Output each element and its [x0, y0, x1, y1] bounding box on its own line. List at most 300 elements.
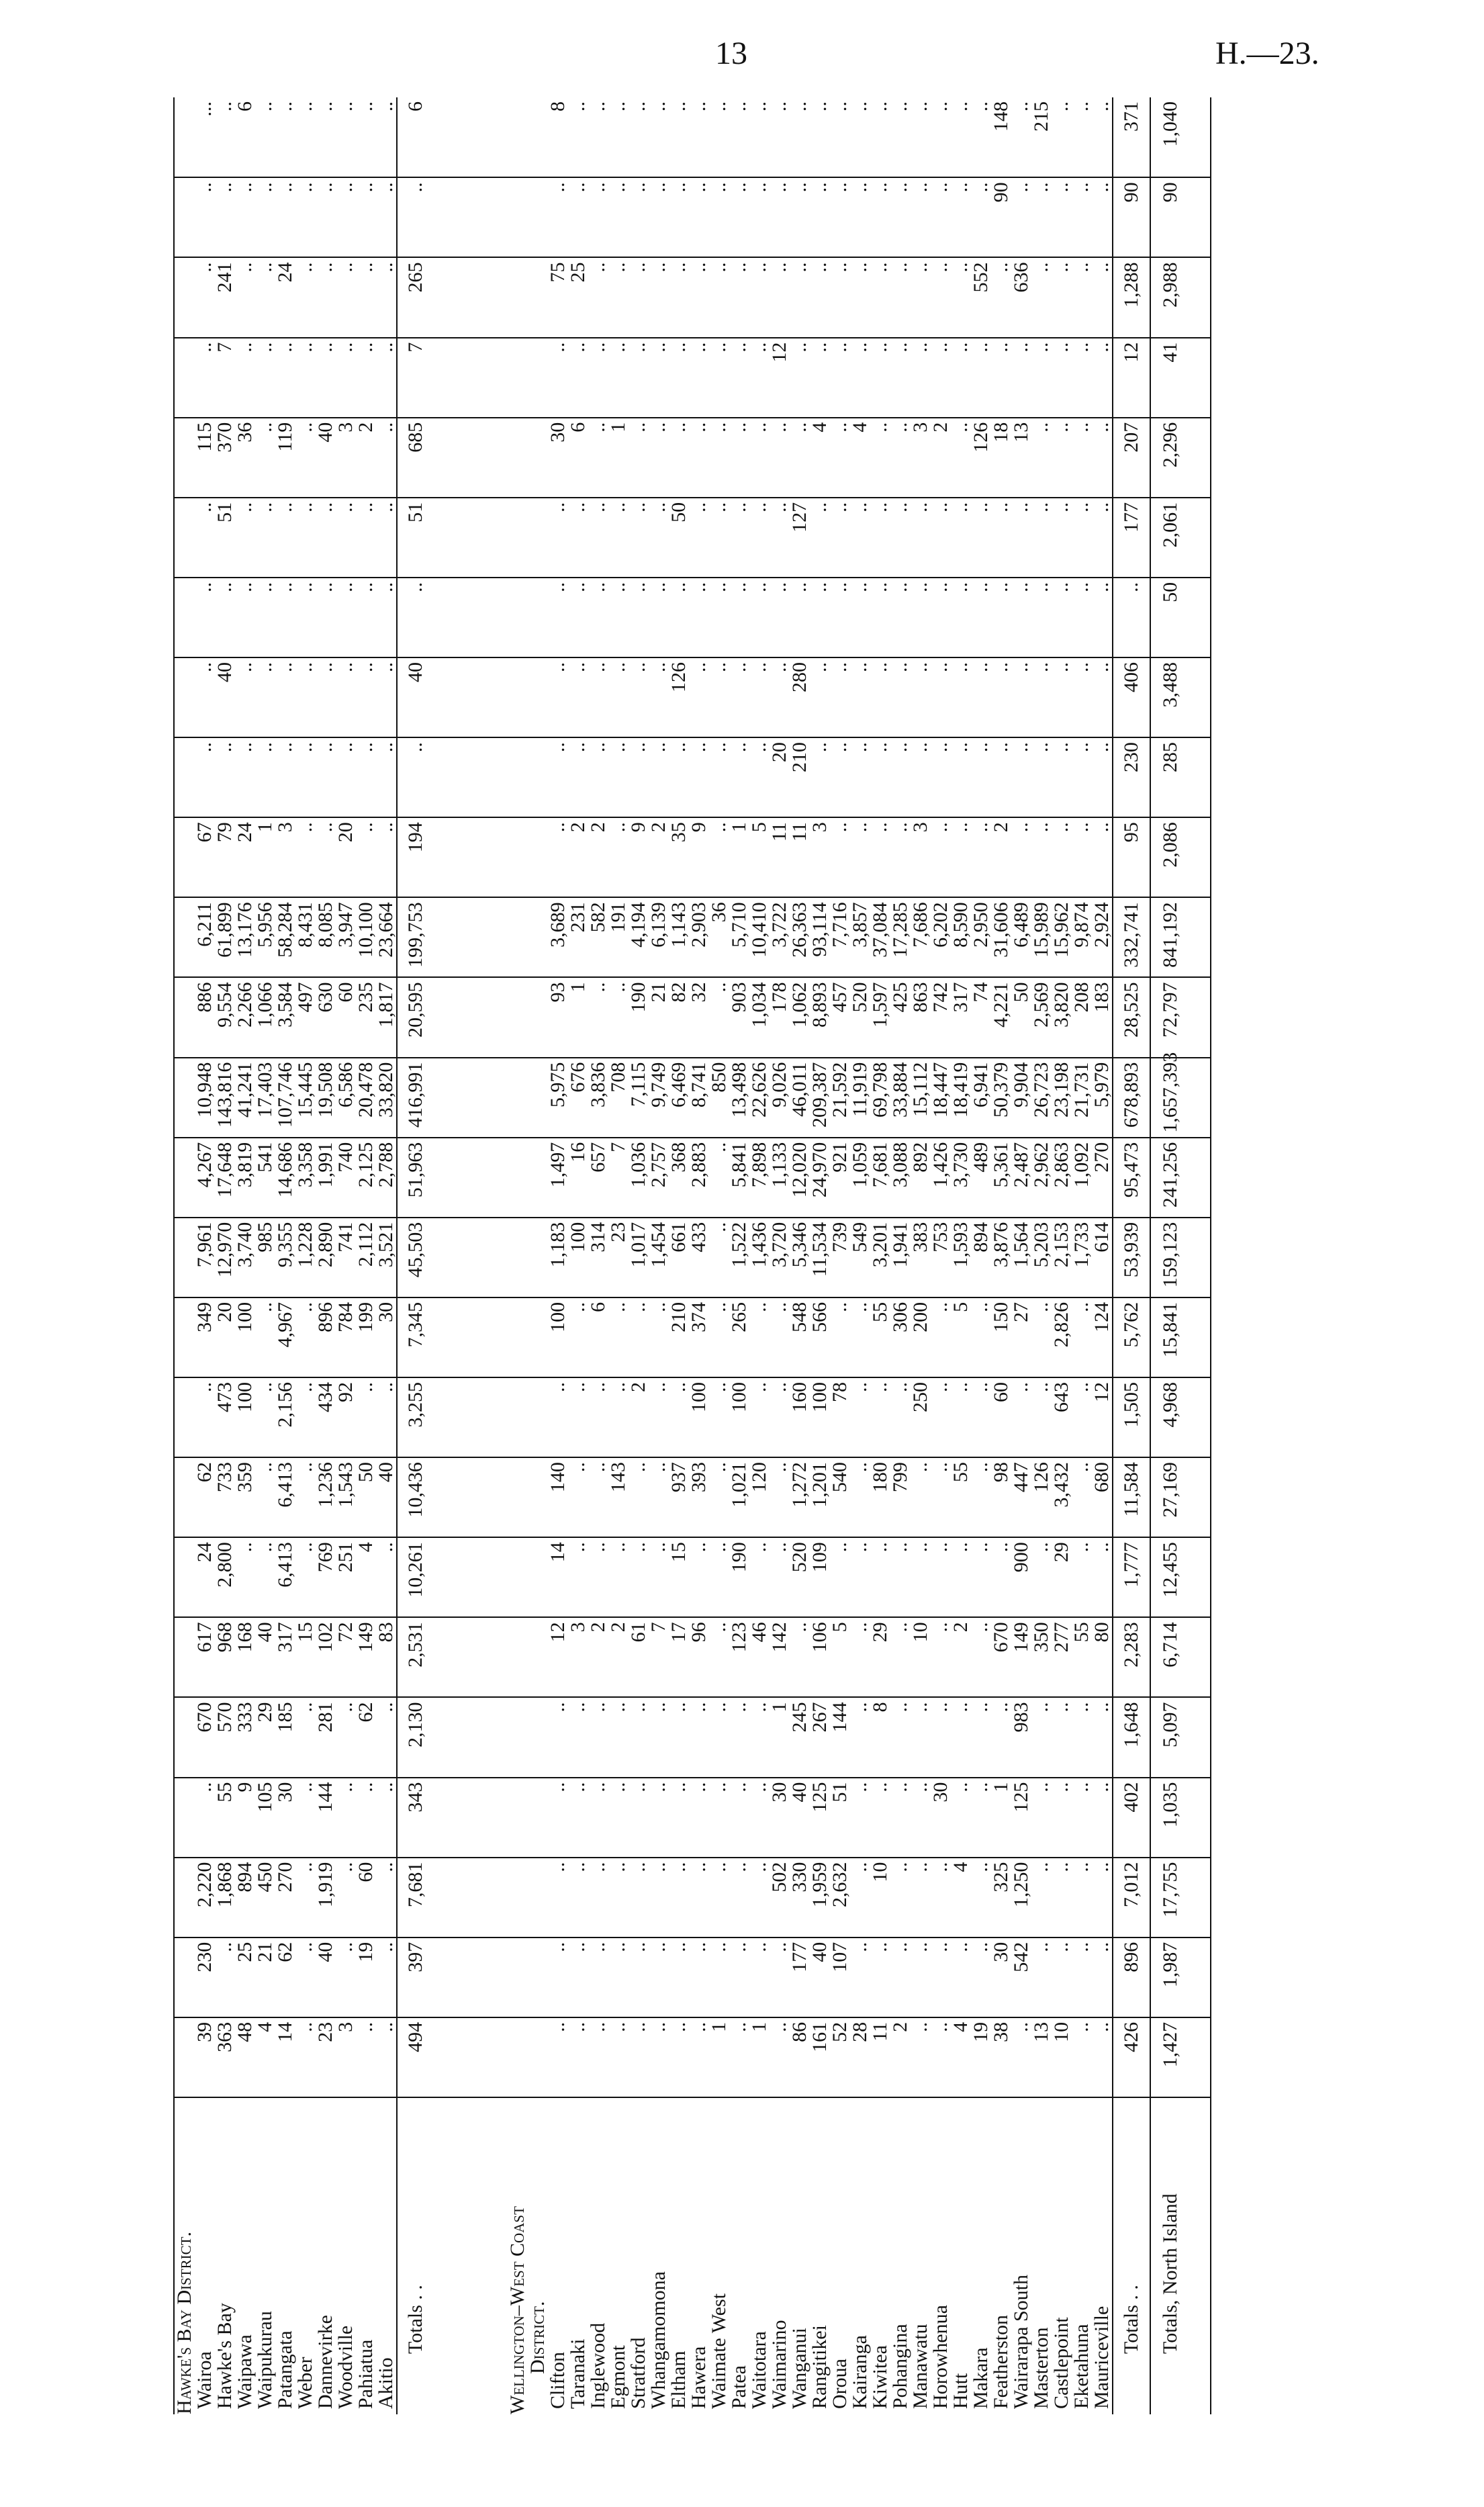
table-cell: ..: [870, 177, 890, 257]
table-cell: ..: [870, 1778, 890, 1858]
table-cell: ..: [790, 177, 810, 257]
table-cell: 17,755: [1150, 1858, 1190, 1938]
table-cell: 1,817: [376, 977, 397, 1057]
table-cell: 6,139: [649, 897, 669, 977]
table-cell: ..: [951, 257, 971, 337]
table-cell: 520: [790, 1537, 810, 1617]
table-cell: 24: [195, 1537, 215, 1617]
table-cell: ..: [1072, 817, 1092, 897]
table-cell: ..: [1072, 1858, 1092, 1938]
table-cell: ..: [729, 1778, 749, 1858]
table-cell: 105: [255, 1778, 275, 1858]
table-cell: ..: [588, 1938, 608, 2017]
table-cell: 250: [911, 1377, 931, 1457]
table-cell: ..: [568, 1537, 588, 1617]
table-cell: ..: [931, 2017, 951, 2097]
spacer-cell: [508, 177, 528, 257]
table-cell: 850: [709, 1058, 729, 1138]
table-cell: ..: [1031, 1778, 1052, 1858]
table-row: [911, 97, 931, 2414]
table-cell: ..: [568, 1938, 588, 2017]
table-cell: 2,569: [1031, 977, 1052, 1057]
row-label: Stratford: [627, 2337, 649, 2409]
table-cell: 20: [215, 1297, 235, 1377]
spacer-cell: [1190, 2097, 1211, 2414]
table-cell: 207: [1113, 418, 1150, 498]
spacer-row: [434, 97, 508, 2414]
table-cell: ..: [1052, 737, 1072, 817]
table-cell: 241: [215, 257, 235, 337]
table-cell: ..: [548, 2017, 568, 2097]
table-cell: ..: [669, 737, 689, 817]
table-cell: 51: [397, 498, 434, 578]
table-cell: ..: [608, 2017, 629, 2097]
table-cell: ..: [931, 578, 951, 657]
table-cell: ..: [790, 418, 810, 498]
spacer-cell: [1190, 2017, 1211, 2097]
spacer-cell: [1190, 1617, 1211, 1697]
table-cell: 29: [255, 1697, 275, 1777]
spacer-cell: [528, 1778, 548, 1858]
table-cell: 50: [1011, 977, 1031, 1057]
table-cell: 55: [215, 1778, 235, 1858]
table-cell: 9,749: [649, 1058, 669, 1138]
table-cell: ..: [195, 257, 215, 337]
table-cell: ..: [356, 97, 376, 177]
table-cell: ..: [649, 578, 669, 657]
table-cell: ..: [608, 657, 629, 737]
table-cell: ..: [1031, 737, 1052, 817]
table-cell: 102: [316, 1617, 336, 1697]
table-cell: ..: [749, 257, 770, 337]
table-cell: 15: [295, 1617, 316, 1697]
table-cell: ..: [790, 578, 810, 657]
table-cell: 16: [568, 1138, 588, 1218]
table-cell: 739: [830, 1218, 850, 1297]
spacer-cell: [528, 1697, 548, 1777]
row-label: Hawke's Bay: [214, 2303, 236, 2409]
table-cell: 230: [195, 1938, 215, 2017]
table-cell: ..: [830, 1297, 850, 1377]
table-cell: 425: [890, 977, 911, 1057]
table-cell: 12: [1092, 1377, 1113, 1457]
table-cell: ..: [689, 418, 709, 498]
table-cell: ..: [971, 177, 991, 257]
table-cell: 2,125: [356, 1138, 376, 1218]
table-cell: 10,948: [195, 1058, 215, 1138]
table-cell: 370: [215, 418, 235, 498]
table-cell: ...: [195, 97, 215, 177]
table-cell: ..: [971, 1377, 991, 1457]
table-cell: 630: [316, 977, 336, 1057]
table-row: [810, 97, 830, 2414]
table-cell: 3,584: [275, 977, 295, 1057]
table-cell: 231: [568, 897, 588, 977]
table-cell: 3: [275, 817, 295, 897]
table-cell: 5,097: [1150, 1697, 1190, 1777]
table-cell: 79: [215, 817, 235, 897]
spacer-cell: [528, 657, 548, 737]
table-cell: ..: [588, 977, 608, 1057]
table-cell: 24,970: [810, 1138, 830, 1218]
table-cell: 21,592: [830, 1058, 850, 1138]
row-label: Weber: [294, 2357, 316, 2409]
table-cell: ..: [295, 1457, 316, 1537]
table-cell: ..: [295, 737, 316, 817]
table-cell: ..: [709, 418, 729, 498]
table-cell: 12,970: [215, 1218, 235, 1297]
table-cell: 48: [235, 2017, 255, 2097]
spacer-cell: [508, 1537, 528, 1617]
spacer-cell: [528, 257, 548, 337]
table-cell: ..: [951, 737, 971, 817]
table-cell: 473: [215, 1377, 235, 1457]
table-row: [1011, 97, 1031, 2414]
table-cell: 20,595: [397, 977, 434, 1057]
spacer-cell: [434, 1778, 508, 1858]
table-cell: 5,975: [548, 1058, 568, 1138]
table-cell: 33,884: [890, 1058, 911, 1138]
table-cell: ..: [548, 817, 568, 897]
table-cell: ..: [568, 1858, 588, 1938]
table-cell: 570: [215, 1697, 235, 1777]
table-cell: 799: [890, 1457, 911, 1537]
table-cell: ..: [749, 657, 770, 737]
table-cell: 3,857: [850, 897, 870, 977]
table-cell: ..: [649, 1938, 669, 2017]
spacer-cell: [434, 1537, 508, 1617]
spacer-cell: [434, 817, 508, 897]
table-cell: ..: [1011, 737, 1031, 817]
row-label: Masterton: [1030, 2327, 1052, 2409]
table-cell: 4: [951, 1858, 971, 1938]
table-cell: ..: [749, 338, 770, 418]
table-cell: ..: [850, 1297, 870, 1377]
table-cell: ..: [629, 1697, 649, 1777]
row-label: Pahiatua: [355, 2339, 377, 2409]
table-cell: ..: [850, 737, 870, 817]
table-cell: ..: [749, 1938, 770, 2017]
table-cell: ..: [568, 338, 588, 418]
table-row: [568, 97, 588, 2414]
table-cell: 69,798: [870, 1058, 890, 1138]
table-cell: ..: [295, 1778, 316, 1858]
table-cell: ..: [729, 257, 749, 337]
table-cell: 45,503: [397, 1218, 434, 1297]
spacer-cell: [528, 338, 548, 418]
spacer-cell: [174, 498, 195, 578]
table-cell: ..: [316, 578, 336, 657]
table-cell: ..: [548, 338, 568, 418]
table-cell: ..: [316, 817, 336, 897]
table-cell: 25: [568, 257, 588, 337]
table-cell: ..: [931, 817, 951, 897]
spacer-cell: [528, 578, 548, 657]
table-cell: ..: [548, 1778, 568, 1858]
table-cell: ..: [850, 177, 870, 257]
table-cell: 733: [215, 1457, 235, 1537]
table-cell: ..: [336, 1938, 356, 2017]
table-cell: 4: [255, 2017, 275, 2097]
table-cell: ..: [588, 737, 608, 817]
table-cell: 74: [971, 977, 991, 1057]
table-cell: 7,686: [911, 897, 931, 977]
table-cell: 40: [316, 418, 336, 498]
table-cell: ..: [991, 737, 1011, 817]
table-cell: 841,192: [1150, 897, 1190, 977]
table-cell: ..: [931, 338, 951, 418]
row-label: Woodville: [334, 2325, 357, 2409]
table-cell: 2: [991, 817, 1011, 897]
table-cell: ..: [1092, 578, 1113, 657]
spacer-cell: [1190, 97, 1211, 177]
totals-row: [397, 97, 434, 2414]
spacer-cell: [508, 97, 528, 177]
table-cell: 7,898: [749, 1138, 770, 1218]
table-cell: ..: [911, 177, 931, 257]
table-cell: 402: [1113, 1778, 1150, 1858]
table-cell: 31,606: [991, 897, 1011, 977]
table-cell: ..: [376, 1858, 397, 1938]
table-cell: ..: [729, 578, 749, 657]
table-cell: 333: [235, 1697, 255, 1777]
table-cell: ..: [911, 578, 931, 657]
table-cell: ..: [336, 97, 356, 177]
table-cell: 12: [548, 1617, 568, 1697]
table-cell: 3,730: [951, 1138, 971, 1218]
table-cell: 62: [356, 1697, 376, 1777]
table-cell: 2: [356, 418, 376, 498]
row-label: Eltham: [667, 2351, 690, 2409]
table-cell: ..: [397, 177, 434, 257]
table-cell: 46: [749, 1617, 770, 1697]
table-cell: ..: [548, 177, 568, 257]
table-cell: ..: [1031, 177, 1052, 257]
table-cell: 494: [397, 2017, 434, 2097]
table-cell: 7,961: [195, 1218, 215, 1297]
table-cell: 325: [991, 1858, 1011, 1938]
table-cell: ..: [1052, 498, 1072, 578]
table-cell: ..: [376, 257, 397, 337]
table-cell: ..: [709, 177, 729, 257]
table-cell: 4: [850, 418, 870, 498]
table-row: [629, 97, 649, 2414]
table-cell: 3: [911, 418, 931, 498]
table-cell: ..: [850, 657, 870, 737]
table-cell: ..: [729, 737, 749, 817]
table-cell: ..: [1092, 338, 1113, 418]
table-cell: ..: [931, 177, 951, 257]
table-row: [1092, 97, 1113, 2414]
table-cell: 46,011: [790, 1058, 810, 1138]
table-cell: 1,183: [548, 1218, 568, 1297]
table-cell: 502: [770, 1858, 790, 1938]
spacer-cell: [434, 97, 508, 177]
table-cell: ..: [1052, 338, 1072, 418]
row-label: Totals . .: [397, 2097, 434, 2414]
table-cell: 894: [971, 1218, 991, 1297]
table-cell: 8,431: [295, 897, 316, 977]
table-cell: 265: [729, 1297, 749, 1377]
table-cell: ..: [850, 1617, 870, 1697]
spacer-cell: [174, 97, 195, 177]
table-cell: 548: [790, 1297, 810, 1377]
table-cell: ..: [195, 737, 215, 817]
table-cell: 661: [669, 1218, 689, 1297]
table-cell: ..: [1092, 657, 1113, 737]
spacer-cell: [528, 817, 548, 897]
table-cell: ..: [689, 1938, 709, 2017]
table-row: [830, 97, 850, 2414]
table-cell: 245: [790, 1697, 810, 1777]
table-cell: ..: [749, 1778, 770, 1858]
table-cell: 90: [1113, 177, 1150, 257]
table-cell: 107,746: [275, 1058, 295, 1138]
table-cell: ..: [568, 2017, 588, 2097]
table-cell: 67: [195, 817, 215, 897]
table-cell: ..: [890, 177, 911, 257]
table-cell: ..: [709, 578, 729, 657]
table-cell: ..: [850, 338, 870, 418]
bottom-frame-row: [1190, 97, 1211, 2414]
table-cell: ..: [749, 737, 770, 817]
table-cell: 2,220: [195, 1858, 215, 1938]
table-cell: ..: [669, 578, 689, 657]
spacer-cell: [508, 1858, 528, 1938]
table-cell: 277: [1052, 1617, 1072, 1697]
table-cell: ..: [295, 1938, 316, 2017]
table-cell: ..: [295, 97, 316, 177]
table-cell: 90: [1150, 177, 1190, 257]
table-cell: 2,296: [1150, 418, 1190, 498]
table-cell: ..: [709, 1297, 729, 1377]
table-cell: ..: [195, 498, 215, 578]
spacer-cell: [1190, 1778, 1211, 1858]
spacer-cell: [174, 1778, 195, 1858]
table-cell: 119: [275, 418, 295, 498]
table-cell: ..: [971, 1297, 991, 1377]
table-cell: ..: [890, 657, 911, 737]
table-cell: ..: [195, 657, 215, 737]
table-cell: ..: [608, 177, 629, 257]
table-cell: 8,893: [810, 977, 830, 1057]
table-cell: 676: [568, 1058, 588, 1138]
table-row: [255, 97, 275, 2414]
table-cell: ..: [649, 2017, 669, 2097]
table-cell: 670: [991, 1617, 1011, 1697]
table-cell: 2: [608, 1617, 629, 1697]
table-cell: 14: [275, 2017, 295, 2097]
table-cell: ..: [588, 1537, 608, 1617]
table-cell: 582: [588, 897, 608, 977]
table-cell: 9,554: [215, 977, 235, 1057]
row-label: Featherston: [990, 2315, 1012, 2409]
table-cell: ..: [376, 418, 397, 498]
table-cell: 2,266: [235, 977, 255, 1057]
table-cell: 332,741: [1113, 897, 1150, 977]
spacer-cell: [528, 2017, 548, 2097]
table-cell: 2,130: [397, 1697, 434, 1777]
table-cell: ..: [770, 1938, 790, 2017]
table-cell: ..: [608, 578, 629, 657]
table-cell: 11,584: [1113, 1457, 1150, 1537]
table-cell: ..: [1072, 338, 1092, 418]
table-cell: ..: [1011, 498, 1031, 578]
spacer-cell: [434, 1377, 508, 1457]
table-cell: 2,800: [215, 1537, 235, 1617]
table-cell: 740: [336, 1138, 356, 1218]
table-row: [215, 97, 235, 2414]
table-cell: ..: [629, 1778, 649, 1858]
table-cell: ..: [709, 1537, 729, 1617]
table-cell: 210: [669, 1297, 689, 1377]
table-cell: ..: [870, 1938, 890, 2017]
table-cell: 20: [770, 737, 790, 817]
table-cell: ..: [890, 1697, 911, 1777]
spacer-cell: [434, 1697, 508, 1777]
table-cell: 670: [195, 1697, 215, 1777]
table-cell: 5,979: [1092, 1058, 1113, 1138]
table-cell: ..: [951, 418, 971, 498]
spacer-cell: [528, 1138, 548, 1218]
table-cell: ..: [336, 1778, 356, 1858]
table-cell: ..: [850, 257, 870, 337]
table-cell: 7,681: [397, 1858, 434, 1938]
table-cell: ..: [336, 737, 356, 817]
table-cell: ..: [709, 1138, 729, 1218]
table-cell: 9: [629, 817, 649, 897]
table-cell: ..: [709, 1617, 729, 1697]
spacer-cell: [508, 1138, 528, 1218]
table-cell: ..: [1031, 817, 1052, 897]
table-cell: 4,968: [1150, 1377, 1190, 1457]
table-cell: ..: [951, 1377, 971, 1457]
table-cell: ..: [215, 1938, 235, 2017]
table-cell: 1: [709, 2017, 729, 2097]
spacer-cell: [528, 177, 548, 257]
table-cell: 7: [649, 1617, 669, 1697]
table-cell: ..: [709, 1218, 729, 1297]
table-cell: ..: [376, 2017, 397, 2097]
table-cell: ..: [235, 578, 255, 657]
table-cell: 191: [608, 897, 629, 977]
table-cell: 6,469: [669, 1058, 689, 1138]
table-cell: 3,947: [336, 897, 356, 977]
table-cell: 30: [376, 1297, 397, 1377]
table-row: [770, 97, 790, 2414]
table-cell: ..: [709, 977, 729, 1057]
table-cell: ..: [911, 1537, 931, 1617]
table-cell: 9: [689, 817, 709, 897]
table-cell: ..: [649, 737, 669, 817]
table-cell: 126: [971, 418, 991, 498]
table-cell: 7: [397, 338, 434, 418]
table-cell: 280: [790, 657, 810, 737]
table-cell: ..: [568, 177, 588, 257]
table-cell: 40: [790, 1778, 810, 1858]
spacer-cell: [528, 418, 548, 498]
table-cell: 161: [810, 2017, 830, 2097]
table-cell: ..: [830, 578, 850, 657]
spacer-cell: [434, 1297, 508, 1377]
spacer-cell: [1190, 657, 1211, 737]
table-cell: ..: [729, 418, 749, 498]
table-cell: 2,863: [1052, 1138, 1072, 1218]
table-cell: ..: [951, 498, 971, 578]
table-cell: ..: [749, 97, 770, 177]
table-cell: ..: [951, 1778, 971, 1858]
table-cell: 14: [548, 1537, 568, 1617]
